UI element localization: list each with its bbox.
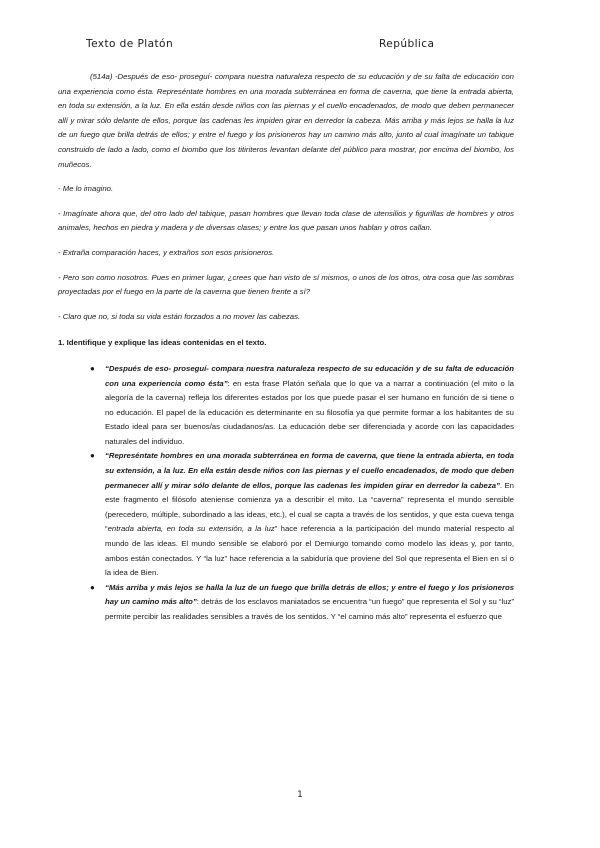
answer-item-2-text-a: . En este fragmento el filósofo ateniense comienza ya a describir el mito. La “caverna” representa el mundo sensible (perecedero, múltiple, subordinado a las ideas, etc.), el cual se capta a través de los sentidos, y que esta cueva tenga “ [105, 480, 514, 534]
opening-paragraph: (514a) -Después de eso- proseguí- compara nuestra naturaleza respecto de su educación y de su falta de educación con una experiencia como ésta. Represéntate hombres en una morada subterránea en forma de caverna, que tiene la entrada abierta, en toda su extensión, a la luz. En ella están desde niños con las piernas y el cuello encadenados, de modo que deben permanecer allí y mirar sólo delante de ellos, porque las cadenas les impiden girar en derredor la cabeza. Más arriba y más lejos se halla la luz de un fuego que brilla detrás de ellos; y entre el fuego y los prisioneros hay un camino más alto, junto al cual imagínate un tabique construido de lado a lado, como el biombo que los titiriteros levantan delante del público para mostrar, por encima del biombo, los muñecos. [58, 72, 514, 169]
header-right-title: República [379, 38, 435, 50]
answer-item-1-text: : en esta frase Platón señala que lo que va a narrar a continuación (el mito o la alegoría de la caverna) refleja los diferentes estados por los que puede pasar el ser humano en función de si tiene o no educación. El papel de la educación es determinante en su filosofía ya que permite formar a los habitantes de su Estado ideal para ser buenos/as ciudadanos/as. La educación debe ser diferenciada y acorde con las capacidades naturales del individuo. [105, 378, 514, 446]
dialogue-line-3: - Extraña comparación haces, y extraños son esos prisioneros. [58, 247, 275, 257]
answer-item-3-quote: “Más arriba y más lejos se halla la luz de un fuego que brilla detrás de ellos; y entre el fuego y los prisioneros hay un camino más alto” [105, 582, 514, 607]
bullet-icon: ● [90, 363, 95, 373]
bullet-icon: ● [90, 451, 95, 461]
dialogue-line-4: - Pero son como nosotros. Pues en primer lugar, ¿crees que han visto de sí mismos, o unos de los otros, otra cosa que las sombras proyectadas por el fuego en la parte de la caverna que tienen frente a sí? [58, 272, 514, 297]
bullet-icon: ● [90, 582, 95, 592]
answer-item-3 [58, 581, 514, 625]
page-number: 1 [297, 790, 303, 800]
answer-list [58, 362, 514, 625]
answer-item-2-quote: “Represéntate hombres en una morada subterránea en forma de caverna, que tiene la entrada abierta, en toda su extensión, a la luz. En ella están desde niños con las piernas y el cuello encadenados, de modo que deben permanecer allí y mirar sólo delante de ellos, porque las cadenas les impiden girar en derredor la cabeza” [105, 451, 514, 490]
answer-item-2-inline-quote: entrada abierta, en toda su extensión, a la luz [107, 524, 275, 534]
answer-item-1-quote: “Después de eso- proseguí- compara nuestra naturaleza respecto de su educación y de su falta de educación con una experiencia como ésta” [105, 363, 514, 388]
question-title: 1. Identifique y explique las ideas contenidas en el texto. [58, 338, 267, 348]
answer-item-1 [58, 362, 514, 450]
document-body [58, 70, 514, 625]
dialogue-line-2: - Imagínate ahora que, del otro lado del tabique, pasan hombres que llevan toda clase de utensilios y figurillas de hombres y otros animales, hechos en piedra y madera y de diversas clases; y entre los que pasan unos hablan y otros callan. [58, 208, 514, 233]
answer-item-3-text: : detrás de los esclavos maniatados se encuentra “un fuego” que representa el Sol y su “luz” permite percibir las realidades sensibles a través de los sentidos. Y “el camino más alto” representa el esfuerzo que [105, 597, 514, 621]
header-left-title: Texto de Platón [86, 38, 174, 50]
answer-item-2-text-b: ” hace referencia a la participación del mundo material respecto al mundo de las ideas. El mundo sensible se elaboró por el Demiurgo tomando como modelo las ideas y, por tanto, ambos están conectados. Y “la luz” hace referencia a la sabiduría que proviene del Sol que representa el Bien en sí o la idea de Bien. [105, 524, 515, 578]
dialogue-line-5: - Claro que no, si toda su vida están forzados a no mover las cabezas. [58, 311, 301, 321]
answer-item-2 [58, 449, 514, 580]
dialogue-line-1: - Me lo imagino. [58, 184, 114, 194]
